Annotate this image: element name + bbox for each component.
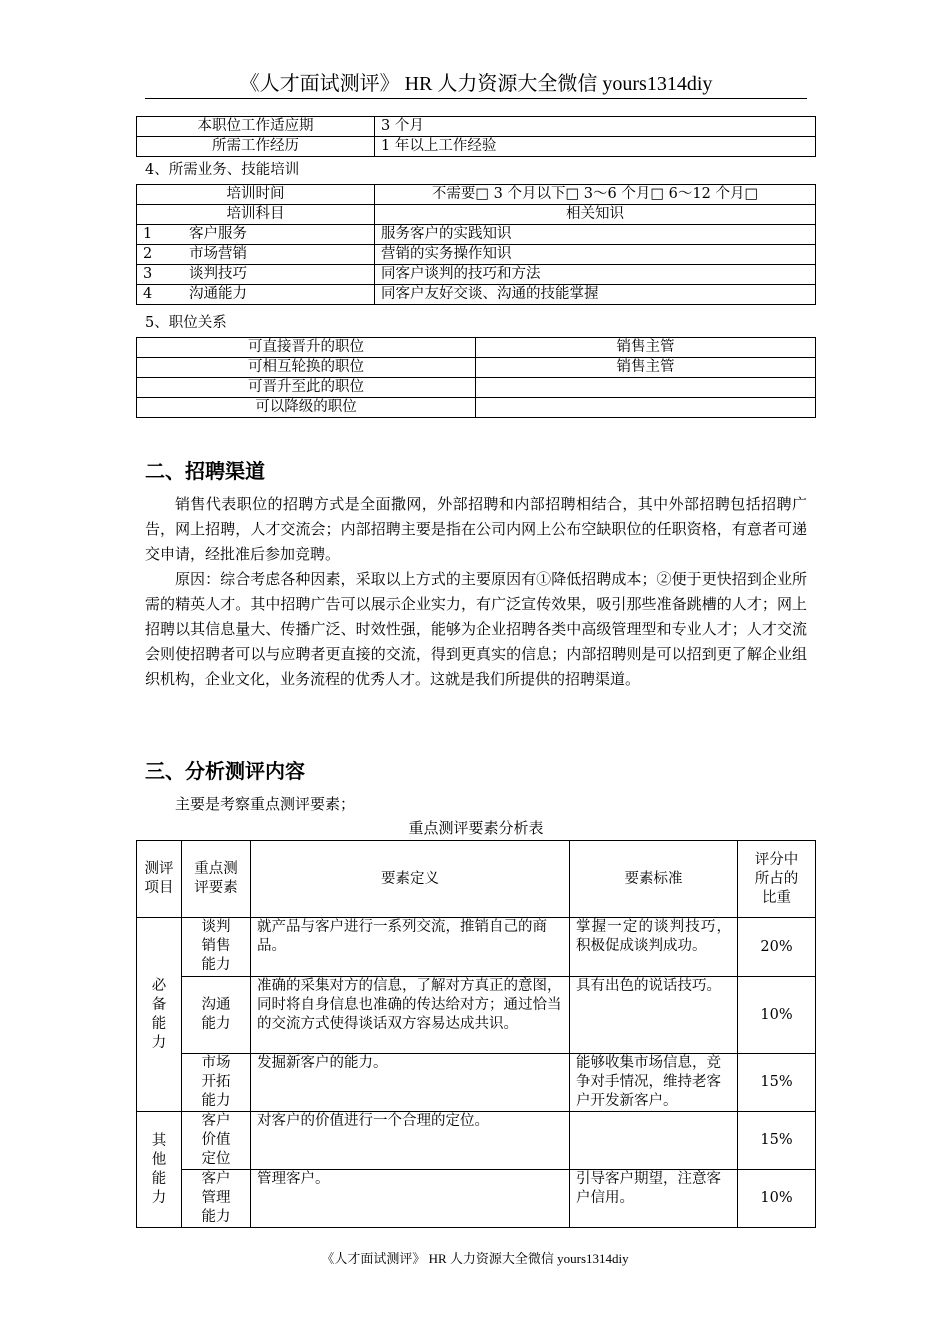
table-row [137, 117, 816, 137]
standard-cell: 具有出色的说话技巧。 [570, 977, 738, 1054]
relations-table [136, 337, 816, 418]
table-row [137, 1054, 816, 1112]
element-cell: 客户价值定位 [182, 1112, 251, 1170]
group-label: 其他能力 [137, 1112, 182, 1228]
table-row [137, 285, 816, 305]
table-cell-label: 所需工作经历 [137, 137, 375, 157]
table-row [137, 185, 816, 205]
evaluation-table [136, 840, 816, 1228]
paragraph: 销售代表职位的招聘方式是全面撒网，外部招聘和内部招聘相结合，其中外部招聘包括招聘广告，网上招聘，人才交流会；内部招聘主要是指在公司内网上公布空缺职位的任职资格，有意者可递交申请，经批准后参加竞聘。 [145, 495, 807, 563]
relation-label: 可晋升至此的职位 [137, 378, 476, 398]
job-info-table [136, 116, 816, 157]
row-number: 3 [143, 266, 153, 282]
column-header-weight: 评分中所占的比重 [738, 841, 816, 918]
weight-cell: 20% [738, 918, 816, 977]
table-row [137, 338, 816, 358]
element-cell: 客户管理能力 [182, 1170, 251, 1228]
training-knowledge-label: 相关知识 [375, 205, 816, 225]
training-subject [137, 245, 375, 265]
standard-cell: 掌握一定的谈判技巧，积极促成谈判成功。 [570, 918, 738, 977]
page-footer: 《人才面试测评》 HR 人力资源大全微信 yours1314diy [321, 1251, 629, 1266]
column-header-element: 重点测评要素 [182, 841, 251, 918]
table-row [137, 398, 816, 418]
training-subject-label: 培训科目 [137, 205, 375, 225]
training-knowledge: 同客户谈判的技巧和方法 [375, 265, 816, 285]
training-knowledge: 服务客户的实践知识 [375, 225, 816, 245]
weight-cell: 15% [738, 1054, 816, 1112]
table-row [137, 1112, 816, 1170]
table-row [137, 977, 816, 1054]
element-cell: 市场开拓能力 [182, 1054, 251, 1112]
standard-cell: 引导客户期望，注意客户信用。 [570, 1170, 738, 1228]
column-header-definition: 要素定义 [251, 841, 570, 918]
subject-text: 沟通能力 [189, 286, 247, 302]
training-time-value: 不需要□ 3 个月以下□ 3～6 个月□ 6～12 个月□ [375, 185, 816, 205]
training-time-label: 培训时间 [137, 185, 375, 205]
definition-cell: 准确的采集对方的信息，了解对方真正的意图，同时将自身信息也准确的传达给对方；通过恰当的交流方式使得谈话双方容易达成共识。 [251, 977, 570, 1054]
table-header-row [137, 841, 816, 918]
header-divider [145, 98, 807, 99]
training-knowledge: 营销的实务操作知识 [375, 245, 816, 265]
definition-cell: 就产品与客户进行一系列交流，推销自己的商品。 [251, 918, 570, 977]
weight-cell: 15% [738, 1112, 816, 1170]
table-cell-value: 1 年以上工作经验 [375, 137, 816, 157]
definition-cell: 管理客户。 [251, 1170, 570, 1228]
section-two-heading: 二、招聘渠道 [145, 459, 265, 483]
training-knowledge: 同客户友好交谈、沟通的技能掌握 [375, 285, 816, 305]
standard-cell: 能够收集市场信息，竞争对手情况，维持老客户开发新客户。 [570, 1054, 738, 1112]
subject-text: 客户服务 [189, 226, 247, 242]
relation-value [476, 398, 816, 418]
subject-text: 谈判技巧 [189, 266, 247, 282]
table-row [137, 1170, 816, 1228]
training-subject [137, 225, 375, 245]
table-cell-value: 3 个月 [375, 117, 816, 137]
standard-cell [570, 1112, 738, 1170]
group-label: 必备能力 [137, 918, 182, 1112]
training-subject [137, 285, 375, 305]
relation-value [476, 378, 816, 398]
table-cell-label: 本职位工作适应期 [137, 117, 375, 137]
relation-label: 可相互轮换的职位 [137, 358, 476, 378]
row-number: 2 [143, 246, 153, 262]
table-row [137, 225, 816, 245]
table-row [137, 265, 816, 285]
section-4-title: 4、所需业务、技能培训 [145, 162, 300, 178]
row-number: 4 [143, 286, 153, 302]
definition-cell: 发掘新客户的能力。 [251, 1054, 570, 1112]
table-row [137, 245, 816, 265]
weight-cell: 10% [738, 977, 816, 1054]
element-cell: 谈判销售能力 [182, 918, 251, 977]
relation-label: 可直接晋升的职位 [137, 338, 476, 358]
table-row [137, 137, 816, 157]
column-header-item: 测评项目 [137, 841, 182, 918]
relation-value: 销售主管 [476, 358, 816, 378]
section-three-intro: 主要是考察重点测评要素； [175, 795, 356, 813]
table-caption: 重点测评要素分析表 [408, 819, 544, 837]
table-row [137, 378, 816, 398]
section-5-title: 5、职位关系 [145, 315, 227, 331]
table-row [137, 918, 816, 977]
paragraph: 原因：综合考虑各种因素，采取以上方式的主要原因有①降低招聘成本；②便于更快招到企业所需的精英人才。其中招聘广告可以展示企业实力，有广泛宣传效果，吸引那些准备跳槽的人才；网上招聘以其信息量大、传播广泛、时效性强，能够为企业招聘各类中高级管理型和专业人才；人才交流会则使招聘者可以与应聘者更直接的交流，得到更真实的信息；内部招聘则是可以招到更了解企业组织机构，企业文化，业务流程的优秀人才。这就是我们所提供的招聘渠道。 [145, 570, 807, 688]
definition-cell: 对客户的价值进行一个合理的定位。 [251, 1112, 570, 1170]
relation-value: 销售主管 [476, 338, 816, 358]
training-subject [137, 265, 375, 285]
training-table [136, 184, 816, 305]
element-cell: 沟通能力 [182, 977, 251, 1054]
table-row [137, 358, 816, 378]
column-header-standard: 要素标准 [570, 841, 738, 918]
relation-label: 可以降级的职位 [137, 398, 476, 418]
subject-text: 市场营销 [189, 246, 247, 262]
page-header: 《人才面试测评》 HR 人力资源大全微信 yours1314diy [239, 73, 713, 95]
row-number: 1 [143, 226, 153, 242]
section-three-heading: 三、分析测评内容 [145, 759, 305, 783]
table-row [137, 205, 816, 225]
weight-cell: 10% [738, 1170, 816, 1228]
